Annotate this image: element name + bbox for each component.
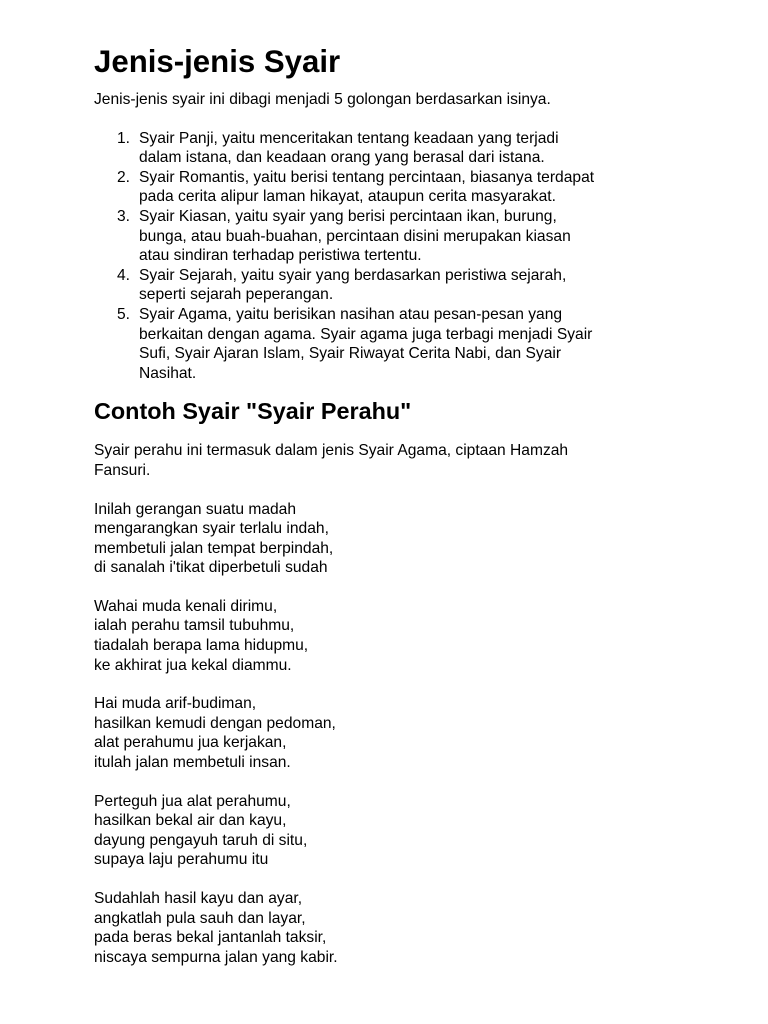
stanza-line: dayung pengayuh taruh di situ, — [94, 831, 308, 849]
list-line: Syair Panji, yaitu menceritakan tentang keadaan yang terjadi — [139, 129, 559, 147]
description-line: Syair perahu ini termasuk dalam jenis Syair Agama, ciptaan Hamzah — [94, 442, 569, 460]
stanza-5 — [94, 889, 768, 967]
example-description — [94, 441, 768, 480]
stanza-line: Hai muda arif-budiman, — [94, 695, 257, 713]
list-item — [94, 168, 679, 207]
stanza-line: hasilkan kemudi dengan pedoman, — [94, 714, 336, 732]
stanza-line: Sudahlah hasil kayu dan ayar, — [94, 890, 303, 907]
list-line: Syair Sejarah, yaitu syair yang berdasarkan peristiwa sejarah, — [139, 266, 567, 284]
stanza-3 — [94, 694, 768, 772]
stanza-4 — [94, 792, 768, 870]
list-item — [94, 305, 679, 383]
list-line: Syair Agama, yaitu berisikan nasihan atau pesan-pesan yang — [139, 305, 563, 323]
list-line: berkaitan dengan agama. Syair agama juga terbagi menjadi Syair — [139, 325, 593, 343]
description-line: Fansuri. — [94, 461, 151, 479]
stanza-line: mengarangkan syair terlalu indah, — [94, 520, 329, 538]
stanza-line: hasilkan bekal air dan kayu, — [94, 812, 287, 830]
list-line: Nasihat. — [139, 364, 197, 382]
list-number: 4. — [117, 266, 131, 284]
list-line: Syair Romantis, yaitu berisi tentang percintaan, biasanya terdapat — [139, 168, 595, 186]
stanza-line: di sanalah i'tikat diperbetuli sudah — [94, 559, 328, 577]
stanza-2 — [94, 597, 768, 675]
heading-types: Jenis-jenis Syair — [94, 44, 341, 79]
stanza-1 — [94, 500, 768, 578]
stanza-line: alat perahumu jua kerjakan, — [94, 734, 287, 752]
stanza-line: niscaya sempurna jalan yang kabir. — [94, 948, 338, 966]
stanza-line: itulah jalan membetuli insan. — [94, 754, 291, 772]
heading-example: Contoh Syair "Syair Perahu" — [94, 398, 412, 425]
list-item — [94, 207, 679, 266]
list-line: Syair Kiasan, yaitu syair yang berisi percintaan ikan, burung, — [139, 207, 557, 225]
stanza-line: supaya laju perahumu itu — [94, 851, 269, 869]
list-line: bunga, atau buah-buahan, percintaan disini merupakan kiasan — [139, 227, 571, 245]
stanza-line: membetuli jalan tempat berpindah, — [94, 539, 334, 557]
list-number: 5. — [117, 305, 131, 323]
stanza-line: ialah perahu tamsil tubuhmu, — [94, 617, 295, 635]
stanza-line: Wahai muda kenali dirimu, — [94, 597, 278, 615]
list-line: dalam istana, dan keadaan orang yang berasal dari istana. — [139, 149, 545, 167]
stanza-line: angkatlah pula sauh dan layar, — [94, 909, 306, 927]
list-line: pada cerita alipur laman hikayat, ataupun cerita masyarakat. — [139, 188, 556, 206]
stanza-line: pada beras bekal jantanlah taksir, — [94, 929, 327, 947]
stanza-line: tiadalah berapa lama hidupmu, — [94, 637, 309, 655]
types-list — [94, 129, 768, 384]
list-line: atau sindiran terhadap peristiwa tertentu. — [139, 247, 422, 265]
list-line: seperti sejarah peperangan. — [139, 286, 334, 304]
stanza-line: Perteguh jua alat perahumu, — [94, 792, 291, 810]
list-item — [94, 266, 679, 305]
list-line: Sufi, Syair Ajaran Islam, Syair Riwayat Cerita Nabi, dan Syair — [139, 345, 562, 363]
intro-paragraph: Jenis-jenis syair ini dibagi menjadi 5 golongan berdasarkan isinya. — [94, 91, 551, 108]
list-number: 2. — [117, 168, 131, 186]
stanza-line: ke akhirat jua kekal diammu. — [94, 656, 292, 674]
stanza-line: Inilah gerangan suatu madah — [94, 500, 297, 518]
list-item — [94, 129, 679, 168]
list-number: 1. — [117, 129, 131, 147]
list-number: 3. — [117, 207, 131, 225]
